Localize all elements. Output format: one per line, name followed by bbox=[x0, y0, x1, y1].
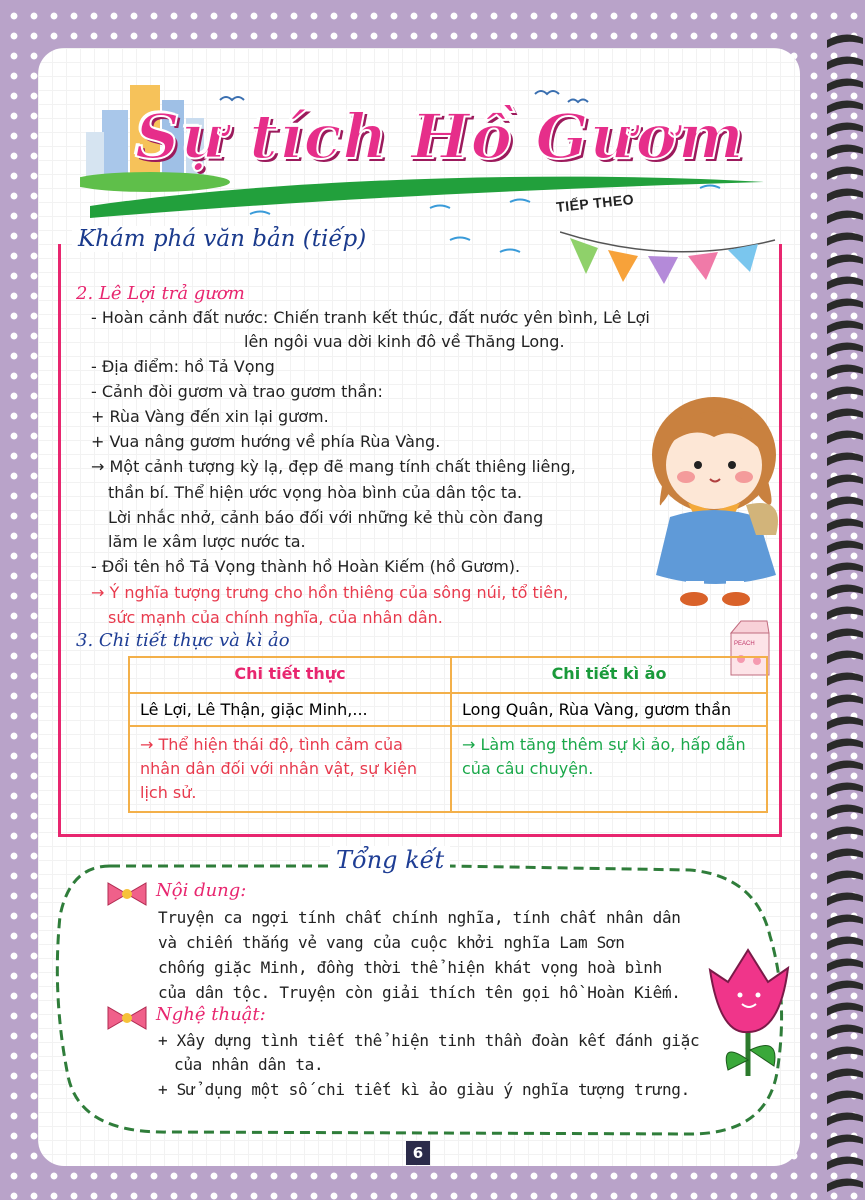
page-title: Sự tích Hồ Gươm bbox=[135, 100, 745, 173]
spiral-ring bbox=[827, 386, 863, 400]
table-cell: Long Quân, Rùa Vàng, gươm thần bbox=[451, 693, 767, 726]
part2-line: lăm le xâm lược nước ta. bbox=[108, 532, 306, 551]
spiral-ring bbox=[827, 892, 863, 906]
spiral-ring bbox=[827, 980, 863, 994]
bow-icon bbox=[104, 880, 150, 908]
spiral-ring bbox=[827, 452, 863, 466]
spiral-ring bbox=[827, 716, 863, 730]
spiral-ring bbox=[827, 606, 863, 620]
part2-line: + Vua nâng gươm hướng về phía Rùa Vàng. bbox=[91, 432, 441, 451]
content-line: của dân tộc. Truyện còn giải thích tên gọi hồ Hoàn Kiếm. bbox=[158, 983, 681, 1002]
spiral-ring bbox=[827, 474, 863, 488]
spiral-ring bbox=[827, 166, 863, 180]
details-table bbox=[128, 656, 768, 813]
art-line: + Xây dựng tình tiết thể hiện tinh thần đoàn kết đánh giặc bbox=[158, 1031, 700, 1050]
art-heading: Nghệ thuật: bbox=[156, 1004, 266, 1025]
section-heading: Khám phá văn bản (tiếp) bbox=[72, 226, 372, 252]
content-line: chống giặc Minh, đồng thời thể hiện khát vọng hoà bình bbox=[158, 958, 662, 977]
spiral-ring bbox=[827, 562, 863, 576]
spiral-ring bbox=[827, 210, 863, 224]
spiral-ring bbox=[827, 760, 863, 774]
spiral-ring bbox=[827, 584, 863, 598]
part2-line: - Hoàn cảnh đất nước: Chiến tranh kết thúc, đất nước yên bình, Lê Lợi bbox=[91, 308, 650, 327]
spiral-ring bbox=[827, 694, 863, 708]
spiral-ring bbox=[827, 870, 863, 884]
spiral-ring bbox=[827, 540, 863, 554]
content-line: Truyện ca ngợi tính chất chính nghĩa, tính chất nhân dân bbox=[158, 908, 681, 927]
svg-text:PEACH: PEACH bbox=[734, 641, 755, 647]
spiral-ring bbox=[827, 34, 863, 48]
spiral-ring bbox=[827, 1068, 863, 1082]
spiral-ring bbox=[827, 144, 863, 158]
spiral-ring bbox=[827, 1178, 863, 1192]
part2-line: thần bí. Thể hiện ước vọng hòa bình của dân tộc ta. bbox=[108, 483, 523, 502]
spiral-ring bbox=[827, 1112, 863, 1126]
spiral-ring bbox=[827, 628, 863, 642]
header-fantasy-details: Chi tiết kì ảo bbox=[451, 657, 767, 693]
spiral-ring bbox=[827, 1156, 863, 1170]
spiral-ring bbox=[827, 232, 863, 246]
spiral-ring bbox=[827, 936, 863, 950]
spiral-ring bbox=[827, 1134, 863, 1148]
table-cell: → Làm tăng thêm sự kì ảo, hấp dẫn của câu chuyện. bbox=[451, 726, 767, 812]
spiral-ring bbox=[827, 518, 863, 532]
spiral-ring bbox=[827, 254, 863, 268]
content-line: và chiến thắng vẻ vang của cuộc khởi nghĩa Lam Sơn bbox=[158, 933, 625, 952]
table-header-row bbox=[129, 657, 767, 693]
continued-tag: TIẾP THEO bbox=[555, 190, 635, 216]
spiral-ring bbox=[827, 430, 863, 444]
page-number: 6 bbox=[406, 1141, 430, 1165]
spiral-ring bbox=[827, 364, 863, 378]
part3-heading: 3. Chi tiết thực và kì ảo bbox=[76, 630, 290, 651]
spiral-ring bbox=[827, 408, 863, 422]
spiral-ring bbox=[827, 1024, 863, 1038]
spiral-ring bbox=[827, 914, 863, 928]
summary-title: Tổng kết bbox=[330, 846, 450, 874]
spiral-ring bbox=[827, 1002, 863, 1016]
spiral-ring bbox=[827, 1046, 863, 1060]
spiral-ring bbox=[827, 276, 863, 290]
spiral-ring bbox=[827, 672, 863, 686]
part2-line: Lời nhắc nhở, cảnh báo đối với những kẻ thù còn đang bbox=[108, 508, 544, 527]
spiral-ring bbox=[827, 826, 863, 840]
spiral-ring bbox=[827, 56, 863, 70]
spiral-ring bbox=[827, 738, 863, 752]
table-cell: → Thể hiện thái độ, tình cảm của nhân dân đối với nhân vật, sự kiện lịch sử. bbox=[129, 726, 451, 812]
content-heading: Nội dung: bbox=[156, 880, 247, 901]
spiral-binding bbox=[825, 0, 865, 1200]
table-cell: Lê Lợi, Lê Thận, giặc Minh,... bbox=[129, 693, 451, 726]
part2-line: - Địa điểm: hồ Tả Vọng bbox=[91, 357, 275, 376]
part2-line: - Đổi tên hồ Tả Vọng thành hồ Hoàn Kiếm (hồ Gươm). bbox=[91, 557, 521, 576]
part2-line: + Rùa Vàng đến xin lại gươm. bbox=[91, 407, 329, 426]
spiral-ring bbox=[827, 78, 863, 92]
art-line: + Sử dụng một số chi tiết kì ảo giàu ý nghĩa tượng trưng. bbox=[158, 1080, 690, 1099]
spiral-ring bbox=[827, 100, 863, 114]
header-real-details: Chi tiết thực bbox=[129, 657, 451, 693]
table-row bbox=[129, 726, 767, 812]
table-row bbox=[129, 693, 767, 726]
spiral-ring bbox=[827, 650, 863, 664]
part2-meaning-line: → Ý nghĩa tượng trưng cho hồn thiêng của sông núi, tổ tiên, bbox=[91, 583, 569, 602]
girl-illustration bbox=[626, 385, 796, 610]
spiral-ring bbox=[827, 298, 863, 312]
spiral-ring bbox=[827, 804, 863, 818]
part2-meaning-line: sức mạnh của chính nghĩa, của nhân dân. bbox=[108, 608, 443, 627]
art-line: của nhân dân ta. bbox=[174, 1055, 324, 1074]
spiral-ring bbox=[827, 188, 863, 202]
part2-line: - Cảnh đòi gươm và trao gươm thần: bbox=[91, 382, 383, 401]
spiral-ring bbox=[827, 320, 863, 334]
part2-line: lên ngôi vua dời kinh đô về Thăng Long. bbox=[244, 332, 565, 351]
part2-line: → Một cảnh tượng kỳ lạ, đẹp đẽ mang tính chất thiêng liêng, bbox=[91, 457, 576, 476]
part2-heading: 2. Lê Lợi trả gươm bbox=[76, 283, 245, 304]
bow-icon bbox=[104, 1004, 150, 1032]
tulip-flower-icon bbox=[700, 940, 796, 1080]
spiral-ring bbox=[827, 958, 863, 972]
spiral-ring bbox=[827, 496, 863, 510]
spiral-ring bbox=[827, 848, 863, 862]
spiral-ring bbox=[827, 782, 863, 796]
spiral-ring bbox=[827, 342, 863, 356]
spiral-ring bbox=[827, 1090, 863, 1104]
spiral-ring bbox=[827, 122, 863, 136]
